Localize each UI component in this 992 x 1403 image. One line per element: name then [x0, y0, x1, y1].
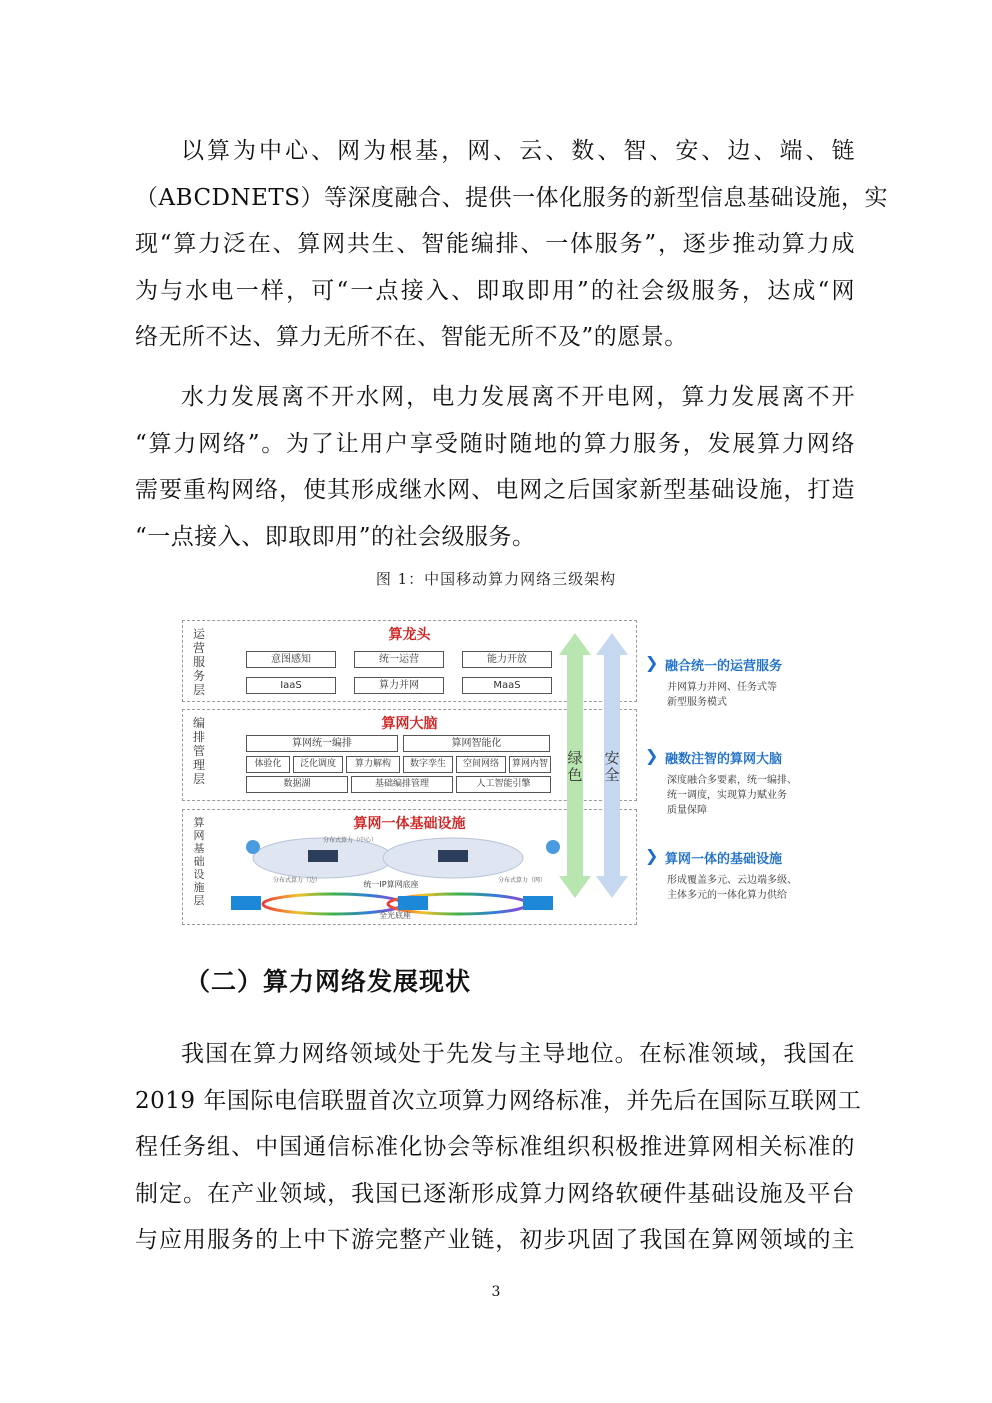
box-twin: 数字孪生 [403, 756, 453, 773]
side-block-infra [645, 848, 820, 903]
side-desc: 并网算力并网、任务式等 新型服务模式 [667, 682, 777, 708]
box-ai: 人工智能引擎 [456, 776, 551, 793]
paragraph-line: （ABCDNETS）等深度融合、提供一体化服务的新型信息基础设施，实 [135, 184, 888, 211]
box-inner: 算网内智 [509, 756, 551, 773]
device-node [523, 896, 553, 910]
chevron-right-icon: ❯ [645, 653, 659, 672]
paragraph-line: 程任务组、中国通信标准化协会等标准组织积极推进算网相关标准的 [135, 1134, 855, 1160]
layer-label: 编排管理层 [192, 716, 205, 786]
box-intel: 算网智能化 [403, 735, 550, 752]
box-lake: 数据湖 [246, 776, 348, 793]
paragraph-line: 水力发展离不开水网，电力发展离不开电网，算力发展离不开 [181, 384, 855, 410]
figure-caption: 图 1：中国移动算力网络三级架构 [375, 570, 617, 588]
section-heading: （二）算力网络发展现状 [185, 967, 472, 996]
side-title: ❯ 融数注智的算网大脑 [645, 746, 783, 767]
paragraph-2 [135, 374, 855, 560]
side-title: ❯ 融合统一的运营服务 [645, 653, 783, 674]
box-open: 能力开放 [462, 651, 552, 668]
paragraph-line: 2019 年国际电信联盟首次立项算力网络标准，并先后在国际互联网工 [135, 1087, 862, 1114]
paragraph-line: 我国在算力网络领域处于先发与主导地位。在标准领域，我国在 [181, 1041, 855, 1067]
device-node [398, 896, 428, 910]
layer-title: 算网一体基础设施 [353, 816, 466, 832]
box-orch: 算网统一编排 [246, 735, 398, 752]
layer-label: 运营服务层 [192, 627, 205, 697]
device-node [231, 896, 261, 910]
page-number: 3 [491, 1284, 501, 1300]
architecture-diagram [180, 615, 820, 930]
box-ops: 统一运营 [354, 651, 444, 668]
paragraph-line: 制定。在产业领域，我国已逐渐形成算力网络软硬件基础设施及平台 [135, 1180, 855, 1207]
paragraph-line: 以算为中心、网为根基，网、云、数、智、安、边、端、链 [181, 138, 855, 164]
box-maas: MaaS [462, 677, 552, 694]
router-icon [246, 840, 260, 854]
server-icon [308, 850, 338, 862]
box-space: 空间网络 [456, 756, 506, 773]
infra-label-net: 分布式算力（网） [498, 877, 547, 884]
box-sched: 泛化调度 [293, 756, 343, 773]
paragraph-3 [135, 1031, 862, 1264]
box-exp: 体验化 [246, 756, 290, 773]
side-block-brain [645, 748, 820, 818]
chevron-right-icon: ❯ [645, 846, 659, 865]
paragraph-line: 络无所不达、算力无所不在、智能无所不及”的愿景。 [135, 324, 688, 350]
layer-title: 算龙头 [388, 627, 431, 643]
box-basic: 基础编排管理 [351, 776, 453, 793]
side-block-ops [645, 655, 820, 710]
server-icon [438, 850, 468, 862]
box-iaas: IaaS [246, 677, 336, 694]
chevron-right-icon: ❯ [645, 746, 659, 765]
paragraph-line: 与应用服务的上中下游完整产业链，初步巩固了我国在算网领域的主 [135, 1227, 855, 1253]
paragraph-1 [135, 128, 888, 361]
side-title: ❯ 算网一体的基础设施 [645, 846, 783, 867]
infra-label-optical: 全光底座 [379, 911, 411, 920]
paragraph-line: 现“算力泛在、算网共生、智能编排、一体服务”，逐步推动算力成 [135, 231, 855, 257]
side-desc: 深度融合多要素，统一编排、 统一调度，实现算力赋业务 质量保障 [667, 775, 797, 816]
layer-label: 算网基础设施层 [193, 816, 205, 907]
infra-label-center: 分布式算力（中心） [323, 837, 378, 844]
box-intent: 意图感知 [246, 651, 336, 668]
paragraph-line: 需要重构网络，使其形成继水网、电网之后国家新型基础设施，打造 [135, 477, 855, 503]
paragraph-line: 为与水电一样，可“一点接入、即取即用”的社会级服务，达成“网 [135, 277, 855, 304]
security-label: 安全 [604, 749, 620, 784]
side-desc: 形成覆盖多元、云边端多级、 主体多元的一体化算力供给 [667, 875, 797, 901]
paragraph-line: “一点接入、即取即用”的社会级服务。 [135, 523, 536, 550]
green-label: 绿色 [567, 749, 583, 784]
box-decon: 算力解构 [346, 756, 400, 773]
layer-title: 算网大脑 [381, 716, 438, 732]
paragraph-line: “算力网络”。为了让用户享受随时随地的算力服务，发展算力网络 [135, 430, 855, 457]
box-merge: 算力并网 [354, 677, 444, 694]
infra-label-edge: 分布式算力（边） [273, 877, 322, 884]
infra-label-ip: 统一IP算网底座 [363, 880, 419, 889]
